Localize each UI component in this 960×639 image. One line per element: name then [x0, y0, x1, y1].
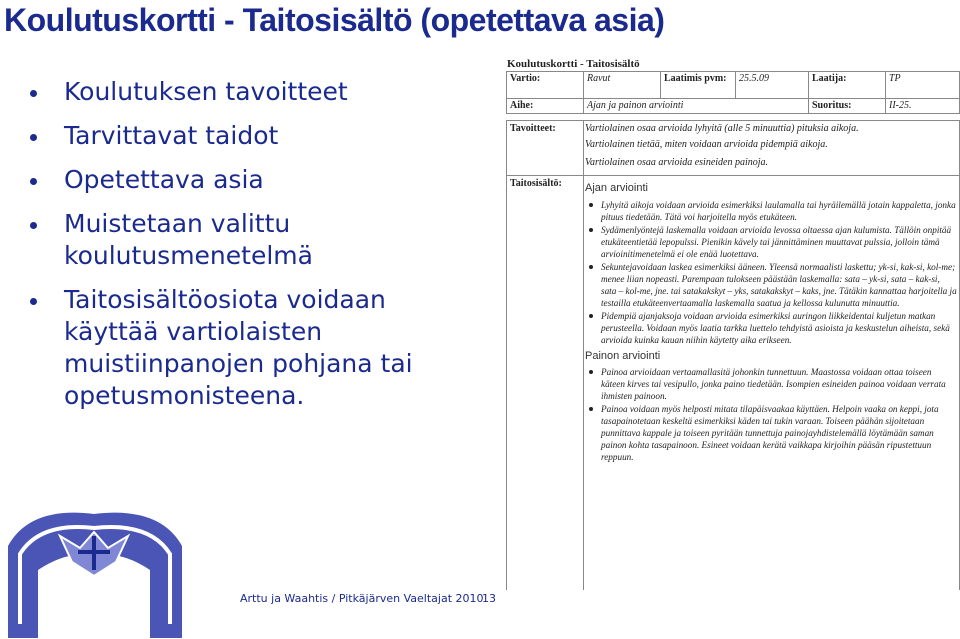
- laatimis-label: Laatimis pvm:: [661, 72, 736, 99]
- list-item: Pidempiä ajanjaksoja voidaan arvioida esimerkiksi auringon liikkeidentai kuljetun matkan perusteella. Voidaan myös laatia tarkka luettelo tehdyistä asioista ja keskustelun aiheista, sekä arvioida kuinka kauan niihin käytetty aika erikseen.: [601, 310, 957, 346]
- laatimis-value: 25.5.09: [736, 72, 809, 99]
- bullet-dot-icon: [30, 178, 37, 185]
- bullet-dot-icon: [30, 134, 37, 141]
- bullet-dot-icon: [30, 298, 37, 305]
- column-divider: [583, 121, 584, 175]
- scout-logo-icon: [0, 506, 188, 639]
- list-item: Painoa arvioidaan vertaamallasitä johonkin tunnettuun. Maastossa voidaan ottaa toiseen käteen kirves tai vesipullo, jonka paino tiedetään. Isompien esineiden painoa voidaan verrata ihmisten painoon.: [601, 366, 957, 402]
- list-item: Sekuntejavoidaan laskea esimerkiksi ääneen. Yleensä normaalisti laskettu; yk-si, kak-si, kol-me; menee liian nopeasti. Parempaan tulokseen päästään laskemalla: sata – yk-si, sata – kak-si, sata – kol-me, jne. tai satakakskyt – yks, satakakskyt – kaks, jne. Tätäkin kannattaa harjoitella ja testailla etukäteenvertaamalla laskemalla saatua ja kellossa kulunutta minuuttia.: [601, 261, 957, 308]
- section2-list: [585, 366, 957, 463]
- section-title-ajan-arviointi: Ajan arviointi: [585, 182, 648, 194]
- tavoitteet-content: [585, 123, 957, 173]
- vartio-value: Ravut: [584, 72, 661, 99]
- goal-line: Vartiolainen tietää, miten voidaan arvioida pidempiä aikoja.: [585, 138, 828, 150]
- bullet-item: Opetettava asia: [28, 164, 468, 196]
- suoritus-value: II-25.: [886, 99, 960, 114]
- tavoitteet-label: Tavoitteet:: [510, 123, 556, 134]
- tavoitteet-row: [506, 120, 960, 176]
- aihe-label: Aihe:: [507, 99, 584, 114]
- aihe-value: Ajan ja painon arviointi: [584, 99, 809, 114]
- vartio-label: Vartio:: [507, 72, 584, 99]
- taitosisalto-row: [506, 175, 960, 590]
- suoritus-label: Suoritus:: [809, 99, 886, 114]
- bullet-item: Taitosisältöosiota voidaan käyttää vartiolaisten muistiinpanojen pohjana tai opetusmonisteena.: [28, 284, 468, 412]
- header-table: [506, 71, 960, 114]
- bullet-list: [28, 76, 468, 424]
- taitosisalto-content: [585, 178, 957, 464]
- column-divider: [583, 176, 584, 590]
- list-item: Sydämenlyöntejä laskemalla voidaan arvioida levossa oltaessa ajan kulumista. Tällöin onpitää etukäteentietää lepopulssi. Pienikin kävely tai jännittäminen muuttavat pulssia, jolloin tämä arvioinitimenetelmä ei ole enää luotettava.: [601, 224, 957, 260]
- laatija-label: Laatija:: [809, 72, 886, 99]
- training-card-document: [503, 58, 960, 590]
- section-title-painon-arviointi: Painon arviointi: [585, 349, 661, 362]
- list-item: Painoa voidaan myös helposti mitata tilapäisvaakaa käyttäen. Helpoin vaaka on keppi, jota tasapainotetaan keskeltä esimerkiksi käden tai tukin varaan. Toiseen päähän sijoitetaan punnittava kappale ja toiseen pyritään tunnettuja painojayhdistelemällä löytämään saman painon kohta tasapainoon. Esineet voidaan kerätä vaikkapa kirjoihin pääsän ripustettuun reppuun.: [601, 403, 957, 463]
- bullet-item: Koulutuksen tavoitteet: [28, 76, 468, 108]
- slide-title: Koulutuskortti - Taitosisältö (opetettava asia): [4, 2, 665, 38]
- page-number: 13: [482, 592, 496, 605]
- document-title: Koulutuskortti - Taitosisältö: [507, 58, 640, 70]
- bullet-dot-icon: [30, 90, 37, 97]
- section1-list: [585, 199, 957, 346]
- footer-text: Arttu ja Waahtis / Pitkäjärven Vaeltajat 2010: [240, 592, 484, 605]
- list-item: Lyhyitä aikoja voidaan arvioida esimerkiksi laulamalla tai hyräilemällä jotain kappaletta, jonka pituus tiedetään. Tätä voi harjoitella myös etukäteen.: [601, 199, 956, 222]
- bullet-dot-icon: [30, 222, 37, 229]
- bullet-item: Muistetaan valittu koulutusmenetelmä: [28, 208, 468, 272]
- laatija-value: TP: [886, 72, 960, 99]
- bullet-item: Tarvittavat taidot: [28, 120, 468, 152]
- taitosisalto-label: Taitosisältö:: [510, 178, 562, 189]
- goal-line: Vartiolainen osaa arvioida esineiden painoja.: [585, 157, 769, 168]
- goal-line: Vartiolainen osaa arvioida lyhyitä (alle 5 minuuttia) pituksia aikoja.: [585, 123, 859, 134]
